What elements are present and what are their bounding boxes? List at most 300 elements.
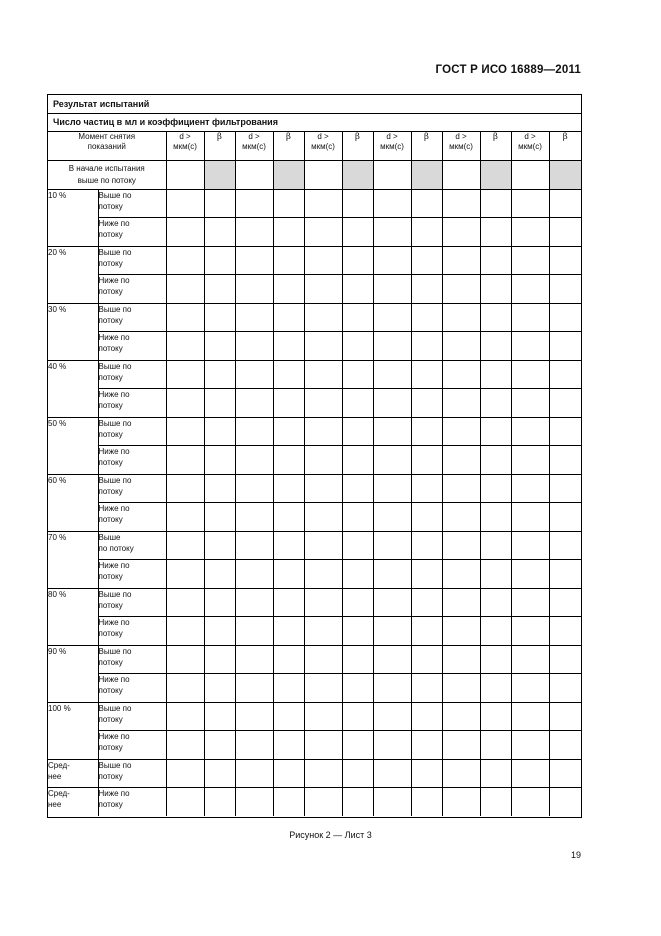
- beta-cell: [204, 560, 235, 589]
- count-cell: [511, 531, 549, 560]
- beta-cell: [411, 360, 442, 389]
- count-cell: [442, 645, 480, 674]
- initial-row-label: [48, 160, 166, 189]
- beta-cell: [549, 189, 581, 218]
- size-unit-label: мкм(c): [311, 142, 335, 151]
- flow-position-line1: Выше по: [98, 589, 132, 599]
- count-cell: [235, 531, 273, 560]
- beta-cell: [411, 218, 442, 247]
- count-cell: [235, 389, 273, 418]
- count-cell: [235, 246, 273, 275]
- moment-header-line2: показаний: [87, 142, 126, 151]
- beta-cell: [480, 246, 511, 275]
- count-cell: [442, 332, 480, 361]
- beta-cell: [342, 417, 373, 446]
- count-cell: [442, 788, 480, 817]
- beta-cell-shaded: [342, 160, 373, 189]
- table-row: [48, 246, 581, 275]
- count-cell: [304, 218, 342, 247]
- count-cell: [235, 503, 273, 532]
- count-cell: [511, 246, 549, 275]
- beta-cell: [480, 360, 511, 389]
- flow-position-line1: Ниже по: [98, 333, 130, 342]
- beta-cell: [549, 218, 581, 247]
- count-cell: [235, 275, 273, 304]
- table-row: [48, 474, 581, 503]
- beta-cell: [342, 588, 373, 617]
- size-threshold-header: [235, 132, 273, 160]
- beta-cell: [204, 417, 235, 446]
- beta-cell: [549, 446, 581, 475]
- count-cell: [166, 759, 204, 788]
- beta-cell: [204, 446, 235, 475]
- beta-cell: [411, 560, 442, 589]
- beta-cell: [480, 446, 511, 475]
- beta-cell: [549, 617, 581, 646]
- flow-position-label: [98, 645, 166, 674]
- flow-position-line2: потоку: [98, 201, 123, 211]
- beta-cell: [411, 303, 442, 332]
- count-cell: [511, 674, 549, 703]
- count-cell: [511, 446, 549, 475]
- count-cell: [511, 360, 549, 389]
- count-cell: [373, 474, 411, 503]
- beta-cell: [411, 275, 442, 304]
- count-cell: [442, 503, 480, 532]
- count-cell: [235, 731, 273, 760]
- beta-cell: [549, 417, 581, 446]
- flow-position-line2: потоку: [98, 572, 123, 581]
- count-cell: [511, 759, 549, 788]
- flow-position-label: [98, 503, 166, 532]
- beta-cell: [273, 759, 304, 788]
- beta-cell: [204, 617, 235, 646]
- flow-position-line2: потоку: [98, 600, 123, 610]
- count-cell: [442, 560, 480, 589]
- size-threshold-header: [511, 132, 549, 160]
- count-cell: [235, 788, 273, 817]
- count-cell: [442, 674, 480, 703]
- count-cell: [166, 246, 204, 275]
- flow-position-line2: потоку: [98, 629, 123, 638]
- flow-position-label: [98, 617, 166, 646]
- percent-label: 30 %: [48, 303, 98, 360]
- header-row: [48, 132, 581, 160]
- size-threshold-header: [304, 132, 342, 160]
- count-cell: [235, 645, 273, 674]
- beta-cell: [342, 389, 373, 418]
- count-cell: [373, 731, 411, 760]
- count-cell: [442, 189, 480, 218]
- table-row: [48, 417, 581, 446]
- table-row: [48, 702, 581, 731]
- beta-cell: [342, 674, 373, 703]
- count-cell: [304, 446, 342, 475]
- beta-cell: [273, 303, 304, 332]
- percent-label: 90 %: [48, 645, 98, 702]
- beta-cell: [204, 389, 235, 418]
- beta-cell: [411, 588, 442, 617]
- count-cell: [304, 645, 342, 674]
- beta-cell-shaded: [480, 160, 511, 189]
- size-unit-label: мкм(c): [380, 142, 404, 151]
- count-cell: [166, 446, 204, 475]
- count-cell: [442, 360, 480, 389]
- table-row: [48, 218, 581, 247]
- flow-position-line2: потоку: [98, 743, 123, 752]
- results-grid: [48, 132, 581, 816]
- count-cell: [511, 417, 549, 446]
- count-cell: [304, 417, 342, 446]
- flow-position-line1: Выше по: [98, 361, 132, 371]
- flow-position-line2: потоку: [98, 315, 123, 325]
- size-threshold-label: d >: [179, 132, 191, 141]
- count-cell: [442, 731, 480, 760]
- count-cell: [235, 218, 273, 247]
- beta-cell: [342, 446, 373, 475]
- count-cell: [511, 617, 549, 646]
- percent-label: 80 %: [48, 588, 98, 645]
- flow-position-line2: потоку: [98, 230, 123, 239]
- beta-cell: [204, 218, 235, 247]
- beta-cell: [204, 731, 235, 760]
- flow-position-line1: Ниже по: [98, 504, 130, 513]
- count-cell: [511, 503, 549, 532]
- count-cell: [304, 560, 342, 589]
- count-cell: [373, 389, 411, 418]
- count-cell: [166, 788, 204, 817]
- beta-cell-shaded: [549, 160, 581, 189]
- beta-cell: [411, 503, 442, 532]
- percent-label: 40 %: [48, 360, 98, 417]
- count-cell: [373, 702, 411, 731]
- count-cell: [442, 389, 480, 418]
- count-cell: [442, 275, 480, 304]
- beta-cell: [411, 674, 442, 703]
- count-cell: [511, 731, 549, 760]
- flow-position-label: [98, 417, 166, 446]
- count-cell: [166, 617, 204, 646]
- beta-cell: [273, 474, 304, 503]
- beta-cell: [273, 360, 304, 389]
- beta-cell: [549, 332, 581, 361]
- count-cell: [511, 218, 549, 247]
- count-cell: [373, 303, 411, 332]
- flow-position-label: [98, 560, 166, 589]
- beta-cell: [273, 389, 304, 418]
- flow-position-line1: Ниже по: [98, 276, 130, 285]
- count-cell: [166, 588, 204, 617]
- flow-position-line1: Выше по: [98, 304, 132, 314]
- beta-cell: [342, 645, 373, 674]
- beta-cell: [273, 788, 304, 817]
- beta-cell: [342, 275, 373, 304]
- beta-cell: [480, 303, 511, 332]
- count-cell: [373, 645, 411, 674]
- table-row: [48, 731, 581, 760]
- beta-cell: [411, 332, 442, 361]
- percent-label: 10 %: [48, 189, 98, 246]
- beta-cell: [480, 702, 511, 731]
- beta-cell: [549, 474, 581, 503]
- count-cell: [304, 303, 342, 332]
- count-cell: [166, 731, 204, 760]
- percent-label: 60 %: [48, 474, 98, 531]
- count-cell: [373, 759, 411, 788]
- beta-cell: [273, 503, 304, 532]
- beta-header: β: [480, 132, 511, 160]
- flow-position-line1: Выше по: [98, 703, 132, 713]
- count-cell: [235, 160, 273, 189]
- beta-cell: [273, 417, 304, 446]
- table-row: [48, 503, 581, 532]
- count-cell: [373, 617, 411, 646]
- flow-position-label: [98, 332, 166, 361]
- flow-position-line1: Выше по: [98, 247, 132, 257]
- count-cell: [166, 503, 204, 532]
- flow-position-label: [98, 731, 166, 760]
- count-cell: [166, 360, 204, 389]
- count-cell: [304, 531, 342, 560]
- flow-position-label: [98, 218, 166, 247]
- percent-label: 100 %: [48, 702, 98, 759]
- beta-cell: [411, 645, 442, 674]
- beta-cell: [549, 645, 581, 674]
- count-cell: [373, 160, 411, 189]
- flow-position-line1: Ниже по: [98, 390, 130, 399]
- count-cell: [511, 560, 549, 589]
- size-threshold-label: d >: [524, 132, 536, 141]
- flow-position-line2: потоку: [98, 486, 123, 496]
- count-cell: [442, 588, 480, 617]
- beta-cell: [480, 788, 511, 817]
- beta-cell: [273, 275, 304, 304]
- beta-cell: [204, 531, 235, 560]
- count-cell: [373, 560, 411, 589]
- table-row: [48, 303, 581, 332]
- size-unit-label: мкм(c): [242, 142, 266, 151]
- count-cell: [304, 788, 342, 817]
- beta-cell: [342, 360, 373, 389]
- beta-cell: [549, 588, 581, 617]
- table-row: [48, 189, 581, 218]
- beta-cell: [342, 531, 373, 560]
- initial-row: [48, 160, 581, 189]
- beta-cell-shaded: [273, 160, 304, 189]
- beta-cell: [204, 645, 235, 674]
- flow-position-label: [98, 303, 166, 332]
- count-cell: [373, 246, 411, 275]
- flow-position-line2: потоку: [98, 258, 123, 268]
- beta-cell: [480, 560, 511, 589]
- average-label-line2: нее: [48, 771, 62, 781]
- beta-cell: [411, 474, 442, 503]
- beta-cell: [480, 417, 511, 446]
- flow-position-line2: потоку: [98, 800, 123, 809]
- beta-cell: [549, 759, 581, 788]
- beta-cell: [273, 531, 304, 560]
- beta-cell: [480, 389, 511, 418]
- size-threshold-label: d >: [248, 132, 260, 141]
- beta-cell: [549, 674, 581, 703]
- beta-cell: [342, 503, 373, 532]
- count-cell: [166, 531, 204, 560]
- count-cell: [304, 759, 342, 788]
- count-cell: [511, 645, 549, 674]
- beta-cell: [273, 617, 304, 646]
- flow-position-line2: потоку: [98, 686, 123, 695]
- count-cell: [373, 531, 411, 560]
- count-cell: [166, 332, 204, 361]
- flow-position-line1: Ниже по: [98, 675, 130, 684]
- count-cell: [442, 531, 480, 560]
- beta-cell-shaded: [411, 160, 442, 189]
- flow-position-line1: Выше: [98, 532, 121, 542]
- flow-position-line2: потоку: [98, 372, 123, 382]
- flow-position-line2: по потоку: [98, 543, 134, 553]
- size-threshold-header: [166, 132, 204, 160]
- beta-cell: [204, 759, 235, 788]
- beta-cell: [480, 645, 511, 674]
- beta-cell: [480, 332, 511, 361]
- beta-cell: [204, 588, 235, 617]
- count-cell: [511, 702, 549, 731]
- count-cell: [304, 189, 342, 218]
- beta-cell: [273, 218, 304, 247]
- count-cell: [166, 218, 204, 247]
- moment-header-line1: Момент снятия: [78, 132, 136, 141]
- table-row: [48, 617, 581, 646]
- beta-cell: [204, 275, 235, 304]
- beta-cell: [480, 731, 511, 760]
- count-cell: [373, 360, 411, 389]
- count-cell: [373, 503, 411, 532]
- count-cell: [235, 446, 273, 475]
- flow-position-line1: Выше по: [98, 760, 132, 770]
- beta-cell: [411, 417, 442, 446]
- beta-cell: [342, 788, 373, 817]
- count-cell: [166, 417, 204, 446]
- beta-cell: [480, 218, 511, 247]
- table-title: Результат испытаний: [48, 95, 581, 114]
- beta-header: β: [411, 132, 442, 160]
- percent-label: 20 %: [48, 246, 98, 303]
- beta-cell: [342, 332, 373, 361]
- beta-cell: [549, 503, 581, 532]
- count-cell: [304, 702, 342, 731]
- beta-cell: [549, 389, 581, 418]
- count-cell: [442, 417, 480, 446]
- count-cell: [304, 275, 342, 304]
- beta-cell: [273, 189, 304, 218]
- beta-cell: [549, 702, 581, 731]
- beta-cell: [549, 531, 581, 560]
- results-table-frame: [47, 94, 582, 818]
- beta-cell: [342, 759, 373, 788]
- count-cell: [373, 788, 411, 817]
- flow-position-label: [98, 674, 166, 703]
- beta-cell: [342, 303, 373, 332]
- beta-cell: [411, 731, 442, 760]
- beta-cell: [204, 503, 235, 532]
- count-cell: [235, 702, 273, 731]
- table-row: [48, 332, 581, 361]
- average-label: [48, 759, 98, 788]
- count-cell: [511, 189, 549, 218]
- table-row: [48, 560, 581, 589]
- count-cell: [511, 788, 549, 817]
- beta-header: β: [273, 132, 304, 160]
- beta-cell: [273, 702, 304, 731]
- size-threshold-header: [373, 132, 411, 160]
- beta-cell: [204, 702, 235, 731]
- count-cell: [373, 588, 411, 617]
- count-cell: [304, 588, 342, 617]
- flow-position-line2: потоку: [98, 714, 123, 724]
- count-cell: [373, 674, 411, 703]
- flow-position-label: [98, 531, 166, 560]
- count-cell: [304, 503, 342, 532]
- beta-cell: [273, 332, 304, 361]
- count-cell: [235, 332, 273, 361]
- count-cell: [235, 588, 273, 617]
- count-cell: [235, 674, 273, 703]
- count-cell: [235, 303, 273, 332]
- count-cell: [235, 759, 273, 788]
- count-cell: [511, 275, 549, 304]
- count-cell: [373, 275, 411, 304]
- beta-cell: [273, 674, 304, 703]
- table-subtitle: Число частиц в мл и коэффициент фильтрования: [48, 114, 581, 132]
- flow-position-line2: потоку: [98, 458, 123, 467]
- count-cell: [304, 731, 342, 760]
- size-threshold-label: d >: [455, 132, 467, 141]
- count-cell: [304, 160, 342, 189]
- count-cell: [511, 332, 549, 361]
- count-cell: [304, 389, 342, 418]
- flow-position-label: [98, 446, 166, 475]
- count-cell: [511, 588, 549, 617]
- beta-cell: [204, 246, 235, 275]
- flow-position-line1: Ниже по: [98, 219, 130, 228]
- flow-position-label: [98, 360, 166, 389]
- beta-cell: [342, 218, 373, 247]
- flow-position-line1: Ниже по: [98, 732, 130, 741]
- beta-cell: [549, 788, 581, 817]
- count-cell: [166, 389, 204, 418]
- count-cell: [442, 702, 480, 731]
- beta-cell: [342, 731, 373, 760]
- beta-header: β: [342, 132, 373, 160]
- beta-cell: [411, 389, 442, 418]
- flow-position-label: [98, 275, 166, 304]
- count-cell: [235, 417, 273, 446]
- flow-position-line2: потоку: [98, 401, 123, 410]
- count-cell: [511, 474, 549, 503]
- beta-cell: [480, 617, 511, 646]
- flow-position-line2: потоку: [98, 287, 123, 296]
- count-cell: [166, 645, 204, 674]
- flow-position-label: [98, 189, 166, 218]
- table-row: [48, 588, 581, 617]
- beta-cell: [273, 588, 304, 617]
- count-cell: [442, 303, 480, 332]
- size-unit-label: мкм(c): [173, 142, 197, 151]
- beta-cell: [342, 560, 373, 589]
- percent-label: 70 %: [48, 531, 98, 588]
- average-label-line1: Сред-: [48, 760, 70, 770]
- count-cell: [235, 360, 273, 389]
